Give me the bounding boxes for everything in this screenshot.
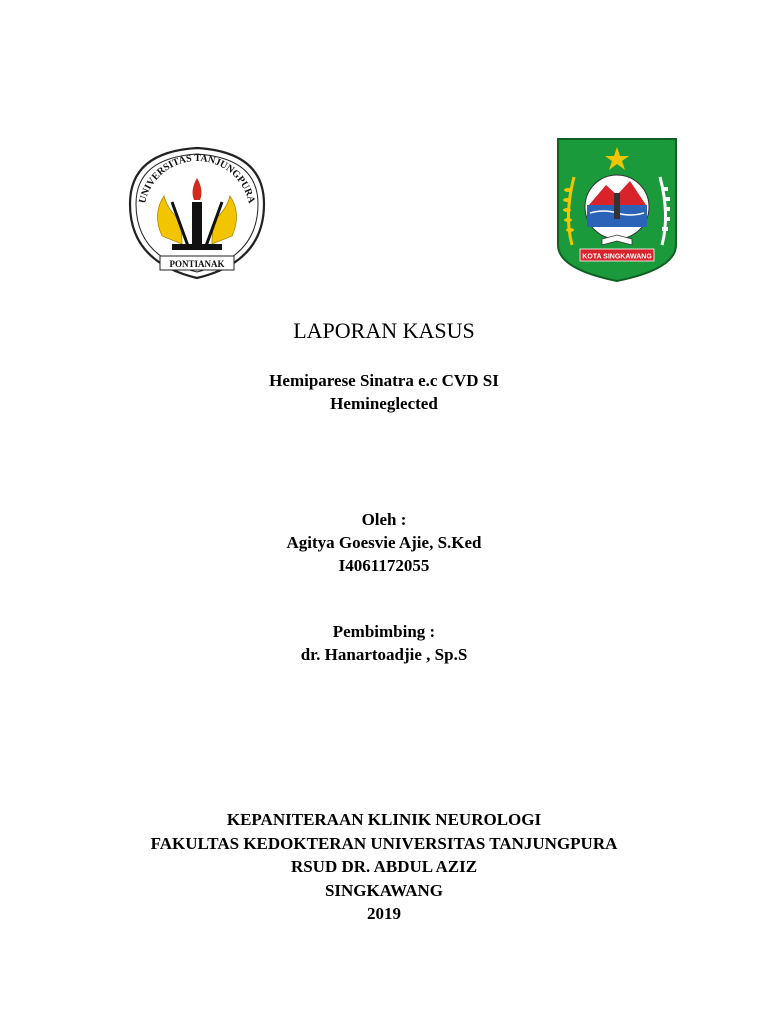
subtitle-line-2: Hemineglected <box>330 394 438 413</box>
supervisor-label: Pembimbing : <box>332 622 436 641</box>
footer-line-city: SINGKAWANG <box>324 880 444 900</box>
supervisor-block <box>0 620 768 666</box>
untan-ring-text: UNIVERSITAS TANJUNGPURA <box>137 152 257 205</box>
subtitle-line-1: Hemiparese Sinatra e.c CVD SI <box>269 371 499 390</box>
author-block <box>0 508 768 577</box>
author-name: Agitya Goesvie Ajie, S.Ked <box>286 533 482 552</box>
singkawang-logo <box>554 135 680 283</box>
report-title: LAPORAN KASUS <box>293 318 475 343</box>
institution-footer <box>0 808 768 926</box>
supervisor-name: dr. Hanartoadjie , Sp.S <box>300 645 468 664</box>
report-subtitle <box>0 369 768 415</box>
untan-logo <box>122 144 272 282</box>
footer-line-hospital: RSUD DR. ABDUL AZIZ <box>290 857 478 876</box>
author-label: Oleh : <box>361 510 407 529</box>
footer-line-faculty: FAKULTAS KEDOKTERAN UNIVERSITAS TANJUNGPURA <box>150 833 618 853</box>
author-id: I4061172055 <box>338 556 430 575</box>
singkawang-banner-text: KOTA SINGKAWANG <box>582 253 652 261</box>
footer-line-year: 2019 <box>367 904 401 923</box>
untan-banner-text: PONTIANAK <box>169 259 225 269</box>
footer-line-department: KEPANITERAAN KLINIK NEUROLOGI <box>226 810 542 829</box>
